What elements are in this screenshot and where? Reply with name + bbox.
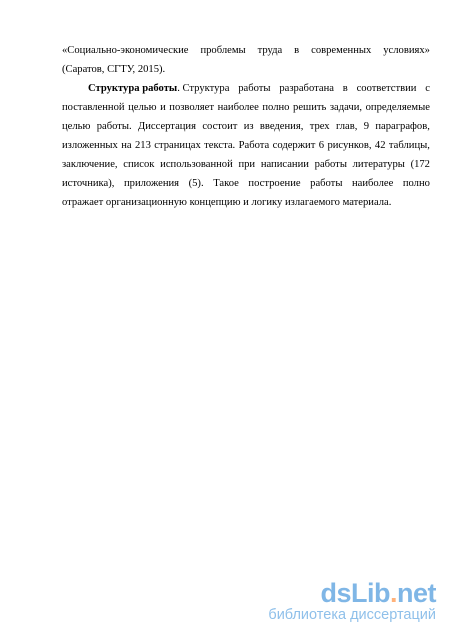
word: работы [238, 83, 271, 94]
word: изложенных [62, 140, 118, 151]
word: список [123, 159, 155, 170]
word: состоит [202, 121, 238, 132]
paragraph-start: Структура работы. Структура [88, 83, 230, 94]
word: трех [309, 121, 330, 132]
word: в [294, 45, 300, 56]
word: целью [128, 102, 157, 113]
word: поставленной [62, 102, 125, 113]
word: введения, [259, 121, 304, 132]
word: параграфов, [375, 121, 430, 132]
text-line-6 [62, 136, 430, 155]
word: разработана [279, 83, 334, 94]
word: при [238, 159, 256, 170]
word: источника), [62, 178, 115, 189]
word: на [121, 140, 132, 151]
word: в [342, 83, 348, 94]
word: глав, [335, 121, 358, 132]
word: работы [314, 159, 347, 170]
word: работы. [96, 121, 132, 132]
word: «Социально-экономические [62, 45, 189, 56]
word: Такое [213, 178, 239, 189]
word: труда [257, 45, 283, 56]
word: Диссертация [138, 121, 196, 132]
word: использованной [160, 159, 233, 170]
text-line-9: отражает организационную концепцию и логику излагаемого материала. [62, 197, 392, 208]
word: условиях» [383, 45, 430, 56]
word: полно [262, 102, 290, 113]
word: задачи, [329, 102, 363, 113]
word: (172 [410, 159, 430, 170]
word: Работа [238, 140, 270, 151]
text-line-5 [62, 117, 430, 136]
word: (5). [188, 178, 204, 189]
word: наиболее [352, 178, 394, 189]
word: решить [293, 102, 327, 113]
word: приложения [123, 178, 180, 189]
dslib-tagline: библиотека диссертаций [268, 607, 436, 623]
dslib-watermark [246, 579, 436, 625]
word: с [425, 83, 430, 94]
text-line-7 [62, 155, 430, 174]
word: текста. [204, 140, 236, 151]
dslib-logo: dsLib.net [320, 578, 436, 608]
word: проблемы [200, 45, 246, 56]
word: таблицы, [388, 140, 430, 151]
section-heading: Структура работы [88, 83, 178, 94]
word: соответствии [356, 83, 417, 94]
text-line-1 [62, 41, 430, 60]
word: заключение, [62, 159, 118, 170]
word: 6 [318, 140, 325, 151]
word: позволяет [169, 102, 215, 113]
word: 213 [135, 140, 151, 151]
word: работы [310, 178, 343, 189]
word: написании [260, 159, 309, 170]
word: построение [248, 178, 301, 189]
word: рисунков, [327, 140, 372, 151]
text-line-2: (Саратов, СГТУ, 2015). [62, 64, 166, 75]
word: определяемые [365, 102, 430, 113]
word: 9 [363, 121, 370, 132]
text-line-4 [62, 98, 430, 117]
word: наиболее [217, 102, 259, 113]
body-text [62, 41, 430, 212]
word: из [243, 121, 254, 132]
word: 42 [374, 140, 386, 151]
word: содержит [272, 140, 316, 151]
word: современных [311, 45, 372, 56]
word: страницах [154, 140, 201, 151]
word: и [160, 102, 166, 113]
word: литературы [352, 159, 405, 170]
text-line-3 [62, 79, 430, 98]
word: целью [62, 121, 91, 132]
text-line-8 [62, 174, 430, 193]
word: полно [402, 178, 430, 189]
